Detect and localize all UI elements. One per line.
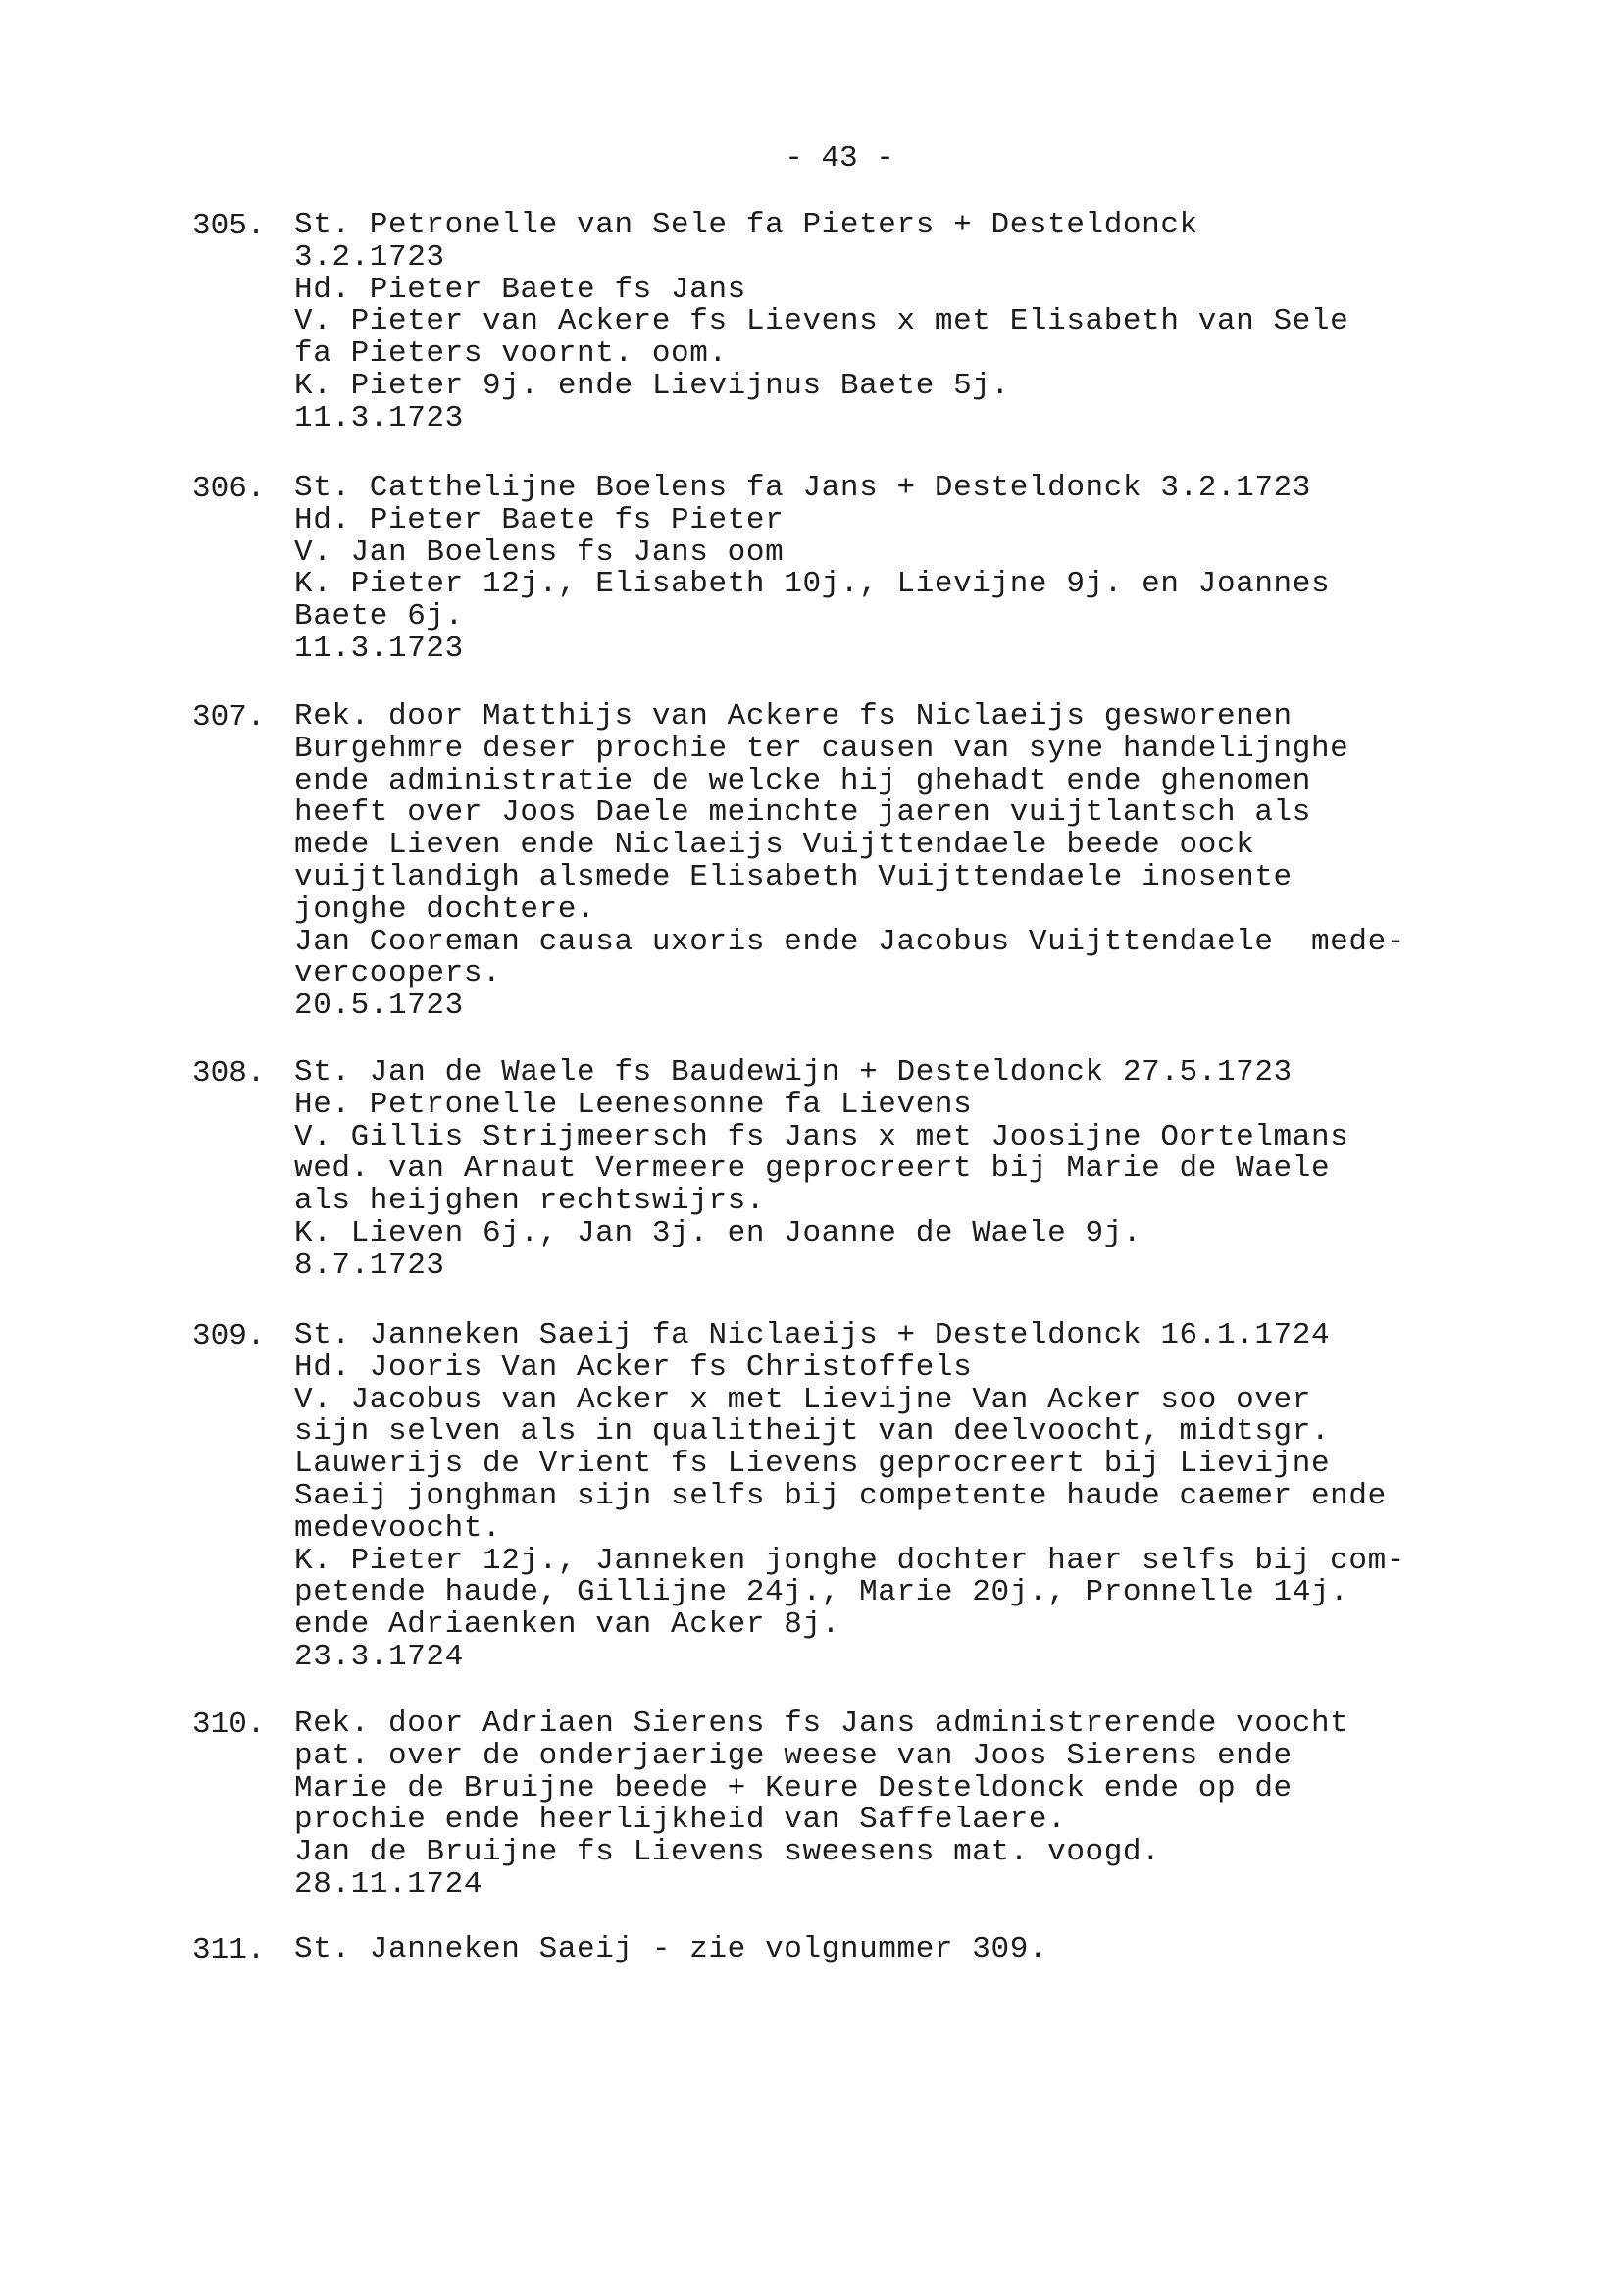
entry-number: 310. (192, 1707, 266, 1742)
entry-line: Hd. Pieter Baete fs Pieter (294, 502, 785, 537)
entry-number: 306. (192, 472, 266, 506)
entry-line: St. Janneken Saeij fa Niclaeijs + Desteldonck 16.1.1724 (294, 1318, 1331, 1352)
entry-line: St. Catthelijne Boelens fa Jans + Desteldonck 3.2.1723 (294, 471, 1311, 505)
entry-line: als heijghen rechtswijrs. (294, 1184, 766, 1219)
entry-line: V. Jan Boelens fs Jans oom (294, 535, 785, 570)
entry-line: 28.11.1724 (294, 1866, 483, 1902)
entry-number: 308. (192, 1056, 266, 1091)
entry-text (294, 1708, 1491, 1902)
entry-line: St. Jan de Waele fs Baudewijn + Desteldonck 27.5.1723 (294, 1055, 1293, 1090)
entry-line: vercoopers. (294, 956, 502, 992)
entry-line: He. Petronelle Leenesonne fa Lievens (294, 1087, 973, 1122)
entry-line: petende haude, Gillijne 24j., Marie 20j., Pronnelle 14j. (294, 1575, 1349, 1610)
entry-line: fa Pieters voornt. oom. (294, 336, 728, 372)
entry-line: K. Pieter 12j., Janneken jonghe dochter haer selfs bij com- (294, 1543, 1405, 1578)
entry-line: K. Lieven 6j., Jan 3j. en Joanne de Waele 9j. (294, 1215, 1142, 1250)
entry-line: Hd. Pieter Baete fs Jans (294, 272, 746, 307)
entry-line: jonghe dochtere. (294, 891, 596, 927)
entry-line: ende Adriaenken van Acker 8j. (294, 1607, 840, 1643)
entry-line: K. Pieter 9j. ende Lievijnus Baete 5j. (294, 368, 1010, 403)
entry-line: 11.3.1723 (294, 400, 464, 435)
entry-text (294, 473, 1491, 666)
entry-line: pat. over de onderjaerige weese van Joos Sierens ende (294, 1738, 1293, 1773)
entry-line: 3.2.1723 (294, 239, 445, 275)
entry-line: ende administratie de welcke hij ghehadt ende ghenomen (294, 763, 1311, 798)
page-number: - 43 - (785, 141, 894, 176)
entry-line: mede Lieven ende Niclaeijs Vuijttendaele beede oock (294, 828, 1255, 863)
entry-line: Burgehmre deser prochie ter causen van syne handelijnghe (294, 731, 1349, 766)
entry-line: V. Gillis Strijmeersch fs Jans x met Joosijne Oortelmans (294, 1119, 1349, 1154)
entry-line: St. Janneken Saeij - zie volgnummer 309. (294, 1932, 1048, 1966)
entry-text (294, 1057, 1491, 1283)
entry-number: 309. (192, 1319, 266, 1353)
entry-line: 23.3.1724 (294, 1639, 464, 1674)
entry-line: Rek. door Matthijs van Ackere fs Niclaeijs gesworenen (294, 699, 1293, 734)
entry-line: medevoocht. (294, 1510, 502, 1546)
entry-line: Marie de Bruijne beede + Keure Desteldonck ende op de (294, 1770, 1293, 1806)
entry-line: K. Pieter 12j., Elisabeth 10j., Lievijne 9j. en Joannes (294, 567, 1331, 602)
entry-line: Jan de Bruijne fs Lievens sweesens mat. voogd. (294, 1835, 1161, 1870)
entry-line: Jan Cooreman causa uxoris ende Jacobus Vuijttendaele mede- (294, 924, 1405, 959)
entry-line: prochie ende heerlijkheid van Saffelaere. (294, 1803, 1067, 1838)
entry-line: Lauwerijs de Vrient fs Lievens geprocreert bij Lievijne (294, 1447, 1331, 1482)
entry-line: 11.3.1723 (294, 631, 464, 666)
entry-line: wed. van Arnaut Vermeere geprocreert bij Marie de Waele (294, 1151, 1331, 1187)
entry-text (294, 210, 1491, 435)
entry-line: V. Jacobus van Acker x met Lievijne Van Acker soo over (294, 1382, 1311, 1417)
entry-number: 305. (192, 209, 266, 243)
entry-line: sijn selven als in qualitheijt van deelvoocht, midtsgr. (294, 1414, 1331, 1450)
entry-line: heeft over Joos Daele meinchte jaeren vuijtlantsch als (294, 795, 1311, 831)
entry-line: Hd. Jooris Van Acker fs Christoffels (294, 1349, 973, 1385)
entry-number: 307. (192, 700, 266, 735)
entry-number: 311. (192, 1933, 266, 1967)
entry-line: 8.7.1723 (294, 1247, 445, 1283)
entry-line: 20.5.1723 (294, 989, 464, 1024)
entry-line: vuijtlandigh alsmede Elisabeth Vuijttendaele inosente (294, 859, 1293, 894)
entry-line: V. Pieter van Ackere fs Lievens x met Elisabeth van Sele (294, 304, 1349, 339)
entry-text (294, 1934, 1491, 1966)
entry-text (294, 1320, 1491, 1674)
entry-line: St. Petronelle van Sele fa Pieters + Desteldonck (294, 208, 1198, 242)
entry-line: Rek. door Adriaen Sierens fs Jans administrerende voocht (294, 1706, 1349, 1741)
entry-text (294, 701, 1491, 1023)
entry-line: Baete 6j. (294, 599, 464, 635)
entry-line: Saeij jonghman sijn selfs bij competente haude caemer ende (294, 1478, 1387, 1513)
